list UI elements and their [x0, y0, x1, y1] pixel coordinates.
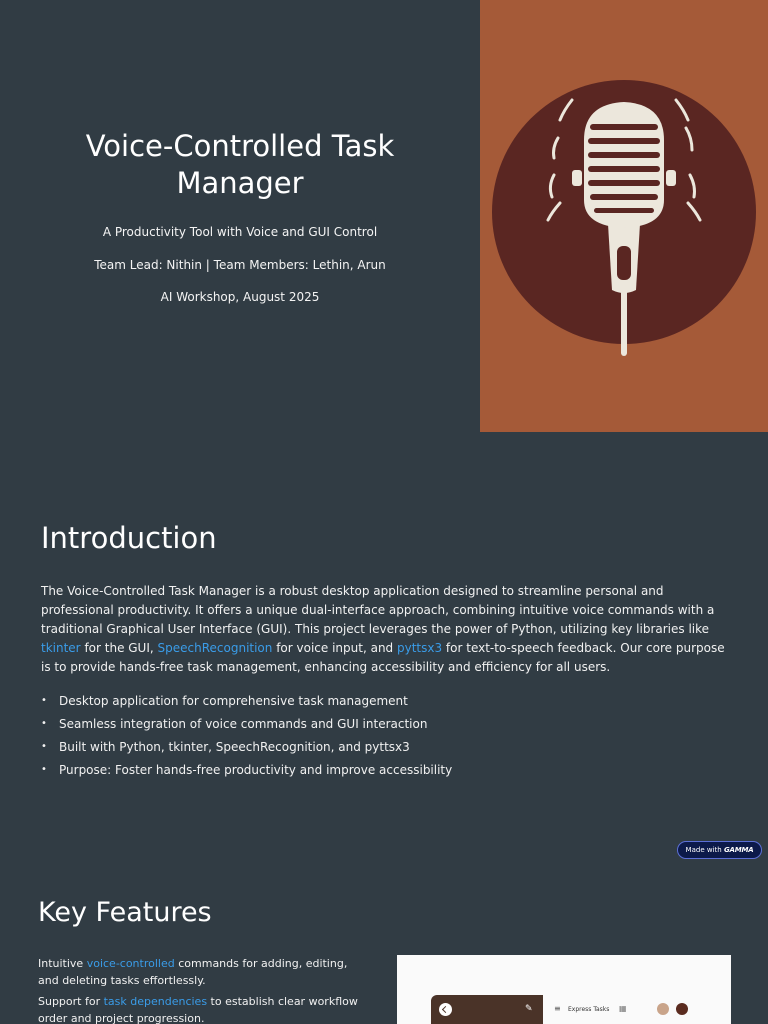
introduction-bullet-list	[41, 690, 452, 782]
introduction-heading: Introduction	[41, 521, 217, 555]
introduction-slide	[0, 432, 768, 868]
bullet-text: Desktop application for comprehensive task management	[59, 694, 408, 708]
key-features-heading: Key Features	[38, 897, 212, 928]
text-run: The Voice-Controlled Task Manager is a robust desktop application designed to streamline personal and professional productivity. It offers a unique dual-interface approach, combining intuitive voice commands with a traditional Graphical User Interface (GUI). This project leverages the power of Python, utilizing key libraries like	[41, 584, 715, 636]
presentation-title: Voice-Controlled Task Manager	[85, 129, 395, 200]
text-run: Support for	[38, 995, 104, 1008]
text-run: for the GUI,	[80, 641, 158, 655]
text-run: for text-to-speech feedback. Our core purpose is to provide hands-free task management, enhancing accessibility and efficiency for all users.	[41, 641, 725, 674]
app-screenshot	[397, 955, 731, 1024]
feature-item	[38, 955, 368, 989]
key-features-slide	[0, 868, 768, 1024]
bullet-text: Purpose: Foster hands-free productivity and improve accessibility	[59, 763, 453, 777]
bullet-item	[41, 759, 452, 782]
text-run: Intuitive	[38, 957, 87, 970]
highlighted-term: SpeechRecognition	[157, 641, 273, 655]
app-sidebar	[431, 995, 543, 1024]
bullet-text: Built with Python, tkinter, SpeechRecognition, and pyttsx3	[59, 740, 410, 754]
text-run: for voice input, and	[272, 641, 397, 655]
back-arrow-icon	[439, 1003, 452, 1016]
user-avatar-icon	[676, 1003, 688, 1015]
bullet-icon: •	[41, 764, 47, 775]
introduction-paragraph	[41, 582, 731, 677]
highlighted-term: voice-controlled	[86, 957, 175, 970]
team-credits: Team Lead: Nithin | Team Members: Lethin, Arun	[94, 258, 386, 272]
app-title: Express Tasks	[568, 1006, 610, 1013]
search-avatar-icon	[657, 1003, 669, 1015]
badge-prefix: Made with	[685, 846, 722, 854]
bullet-item	[41, 690, 452, 713]
bullet-icon: •	[41, 695, 47, 706]
made-with-gamma-badge[interactable]	[677, 841, 762, 859]
event-date: AI Workshop, August 2025	[160, 290, 320, 304]
bullet-icon: •	[41, 718, 47, 729]
grid-icon: ▦	[619, 1004, 627, 1013]
highlighted-term: tkinter	[41, 641, 81, 655]
text-run: commands for adding, editing, and deleting tasks effortlessly.	[38, 957, 348, 987]
presentation-subtitle: A Productivity Tool with Voice and GUI Control	[102, 225, 378, 239]
feature-item	[38, 993, 368, 1024]
menu-icon: ≡	[554, 1004, 561, 1013]
title-slide	[0, 0, 768, 432]
edit-icon: ✎	[525, 1004, 533, 1014]
bullet-item	[41, 736, 452, 759]
bullet-icon: •	[41, 741, 47, 752]
title-block	[0, 0, 480, 432]
hero-image	[480, 0, 768, 432]
bullet-text: Seamless integration of voice commands and GUI interaction	[59, 717, 428, 731]
microphone-icon	[480, 0, 768, 432]
highlighted-term: pyttsx3	[396, 641, 443, 655]
text-run: to establish clear workflow order and project progression.	[38, 995, 358, 1024]
highlighted-term: task dependencies	[103, 995, 208, 1008]
gamma-logo: GAMMA	[723, 846, 754, 854]
bullet-item	[41, 713, 452, 736]
